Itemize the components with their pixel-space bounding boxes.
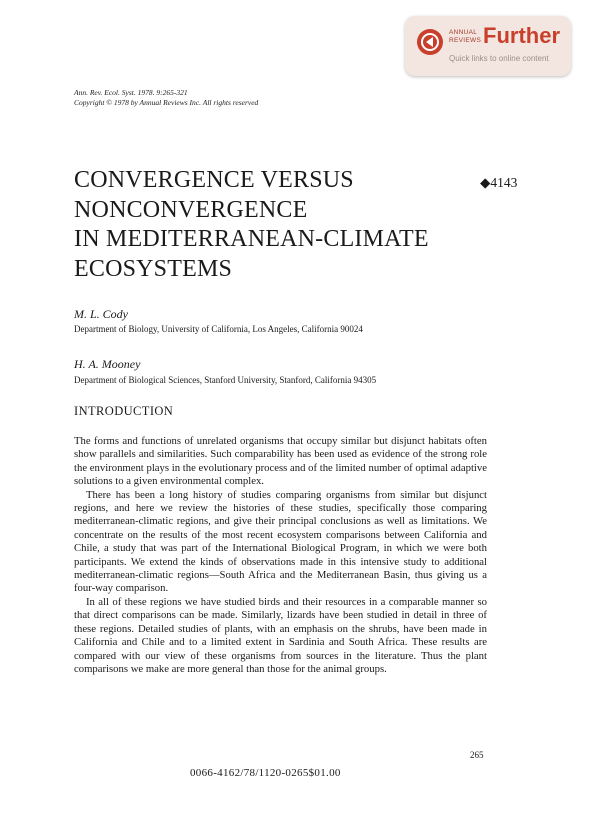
title-line: ECOSYSTEMS <box>74 255 233 282</box>
further-badge[interactable] <box>405 16 571 76</box>
annual-reviews-logo-icon <box>417 29 443 55</box>
title-line: CONVERGENCE VERSUS <box>74 167 354 193</box>
body-text <box>74 435 487 676</box>
author-affiliation: Department of Biological Sciences, Stanford University, Stanford, California 94305 <box>74 375 377 385</box>
further-subtitle: Quick links to online content <box>449 54 549 63</box>
paragraph: In all of these regions we have studied birds and their resources in a comparable manner so that direct comparisons can be made. Similarly, lizards have been studied in detail in three of these regions. Detailed studies of plants, with an emphasis on the shrubs, have been made in California and Chile and to a limited extent in Sardinia and South Africa. These results are compared with our view of these organisms from sources in the literature. Thus the plant comparisons we make are more general than those for the animal groups. <box>74 595 487 675</box>
author-name: H. A. Mooney <box>74 357 141 371</box>
author-name: M. L. Cody <box>74 307 128 321</box>
journal-citation: Ann. Rev. Ecol. Syst. 1978. 9:265-321 <box>74 88 188 97</box>
title-line: IN MEDITERRANEAN-CLIMATE <box>74 226 429 252</box>
footer-code: 0066-4162/78/1120-0265$01.00 <box>190 767 341 779</box>
copyright-line: Copyright © 1978 by Annual Reviews Inc. All rights reserved <box>74 98 259 107</box>
paragraph: There has been a long history of studies comparing organisms from similar but disjunct regions, and here we review the histories of these studies, specifically those comparing mediterranean-climatic regions, and give their principal conclusions as well as limitations. We concentrate on the results of the most recent ecosystem comparisons between California and Chile, a study that was part of the International Biological Program, in which we were both participants. We extend the kinds of observations made in this intensive study to additional mediterranean-climatic regions—South Africa and the Mediterranean Basin, thus giving us a four-way comparison. <box>74 488 487 595</box>
further-title: Further <box>483 23 560 48</box>
article-title <box>74 166 454 284</box>
page-number: 265 <box>470 750 484 760</box>
section-heading: INTRODUCTION <box>74 404 174 418</box>
author-affiliation: Department of Biology, University of California, Los Angeles, California 90024 <box>74 324 363 334</box>
article-tag: ◆4143 <box>480 175 518 190</box>
annual-reviews-brand: ANNUAL REVIEWS <box>449 29 482 44</box>
title-line: NONCONVERGENCE <box>74 196 308 223</box>
paragraph: The forms and functions of unrelated organisms that occupy similar but disjunct habitats often show parallels and similarities. Such comparability has been used as evidence of the strong role the environment plays in the evolutionary process and of the limited number of optimal adaptive solutions to a given environmental complex. <box>74 435 487 488</box>
